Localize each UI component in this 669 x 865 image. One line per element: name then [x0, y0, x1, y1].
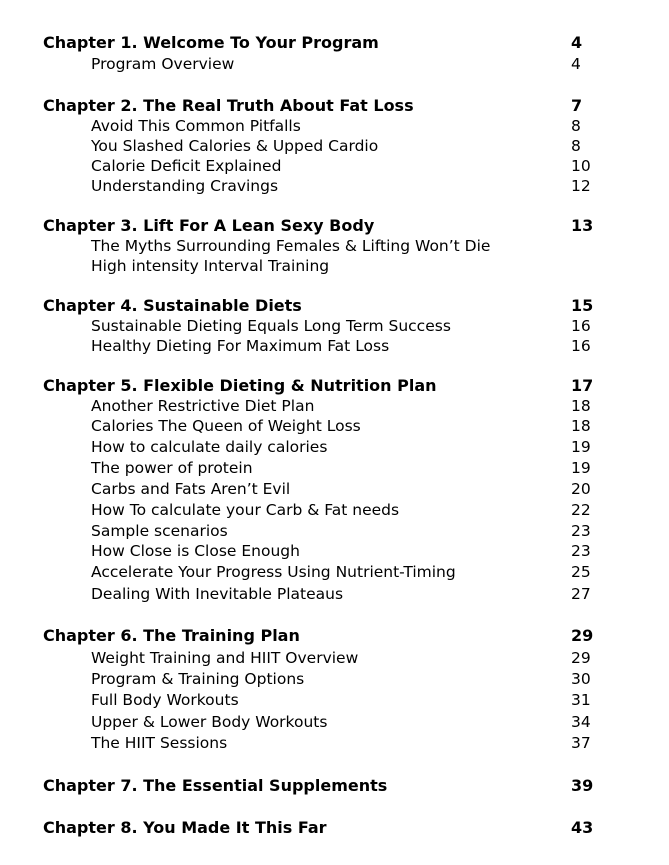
toc-entry-page: 23 [571, 522, 591, 540]
toc-entry-page: 29 [571, 649, 591, 667]
toc-entry-title: Chapter 4. Sustainable Diets [43, 296, 302, 315]
toc-entry-title: Chapter 7. The Essential Supplements [43, 776, 388, 795]
toc-section [0, 648, 669, 668]
toc-entry-page: 19 [571, 459, 591, 477]
toc-entry-title: Dealing With Inevitable Plateaus [91, 585, 344, 603]
toc-section [0, 176, 669, 196]
toc-entry-page: 18 [571, 397, 591, 415]
toc-entry-page: 27 [571, 585, 591, 603]
toc-chapter-4 [0, 296, 669, 316]
toc-entry-title: The power of protein [91, 459, 253, 477]
toc-section [0, 136, 669, 156]
toc-section [0, 256, 669, 276]
toc-chapter-8 [0, 818, 669, 838]
toc-section [0, 236, 669, 256]
toc-chapter-6 [0, 626, 669, 646]
toc-entry-page: 30 [571, 670, 591, 688]
toc-entry-title: Understanding Cravings [91, 177, 279, 195]
toc-entry-title: Full Body Workouts [91, 691, 239, 709]
toc-entry-title: Sustainable Dieting Equals Long Term Success [91, 317, 451, 335]
toc-entry-title: Chapter 1. Welcome To Your Program [43, 33, 379, 52]
toc-entry-title: Program & Training Options [91, 670, 305, 688]
toc-entry-page: 34 [571, 713, 591, 731]
toc-entry-page: 8 [571, 117, 581, 135]
toc-section [0, 541, 669, 561]
toc-entry-title: Program Overview [91, 55, 235, 73]
toc-entry-title: Chapter 3. Lift For A Lean Sexy Body [43, 216, 375, 235]
toc-entry-title: Avoid This Common Pitfalls [91, 117, 301, 135]
toc-section [0, 416, 669, 436]
toc-entry-title: Chapter 5. Flexible Dieting & Nutrition Plan [43, 376, 437, 395]
toc-entry-title: Carbs and Fats Aren’t Evil [91, 480, 291, 498]
toc-section [0, 500, 669, 520]
toc-section [0, 521, 669, 541]
toc-entry-title: How to calculate daily calories [91, 438, 328, 456]
toc-entry-title: Chapter 6. The Training Plan [43, 626, 300, 645]
toc-entry-title: The HIIT Sessions [91, 734, 228, 752]
toc-entry-title: How Close is Close Enough [91, 542, 300, 560]
toc-entry-page: 10 [571, 157, 591, 175]
toc-entry-page: 29 [571, 626, 594, 645]
toc-entry-page: 16 [571, 337, 591, 355]
toc-entry-title: High intensity Interval Training [91, 257, 330, 275]
toc-section [0, 396, 669, 416]
toc-entry-page: 43 [571, 818, 594, 837]
toc-section [0, 156, 669, 176]
toc-section [0, 562, 669, 582]
toc-entry-title: Chapter 2. The Real Truth About Fat Loss [43, 96, 414, 115]
toc-entry-page: 15 [571, 296, 594, 315]
toc-entry-page: 20 [571, 480, 591, 498]
toc-entry-title: Another Restrictive Diet Plan [91, 397, 315, 415]
toc-section [0, 116, 669, 136]
toc-entry-title: Calorie Deficit Explained [91, 157, 282, 175]
toc-entry-title: Accelerate Your Progress Using Nutrient-Timing [91, 563, 456, 581]
toc-entry-title: Upper & Lower Body Workouts [91, 713, 328, 731]
toc-entry-page: 7 [571, 96, 583, 115]
toc-entry-page: 4 [571, 33, 583, 52]
toc-entry-page: 4 [571, 55, 581, 73]
toc-chapter-2 [0, 96, 669, 116]
toc-entry-title: Healthy Dieting For Maximum Fat Loss [91, 337, 390, 355]
toc-entry-page: 22 [571, 501, 591, 519]
toc-entry-page: 16 [571, 317, 591, 335]
toc-entry-title: Weight Training and HIIT Overview [91, 649, 359, 667]
toc-section [0, 336, 669, 356]
toc-entry-title: How To calculate your Carb & Fat needs [91, 501, 400, 519]
toc-entry-page: 13 [571, 216, 594, 235]
toc-entry-page: 39 [571, 776, 594, 795]
toc-entry-page: 37 [571, 734, 591, 752]
toc-chapter-7 [0, 776, 669, 796]
toc-entry-title: Chapter 8. You Made It This Far [43, 818, 327, 837]
toc-entry-title: Calories The Queen of Weight Loss [91, 417, 361, 435]
toc-section [0, 733, 669, 753]
toc-entry-page: 23 [571, 542, 591, 560]
toc-chapter-3 [0, 216, 669, 236]
toc-section [0, 690, 669, 710]
toc-section [0, 458, 669, 478]
toc-entry-page: 18 [571, 417, 591, 435]
toc-chapter-1 [0, 33, 669, 53]
toc-section [0, 584, 669, 604]
toc-section [0, 712, 669, 732]
toc-entry-page: 25 [571, 563, 591, 581]
toc-entry-page: 31 [571, 691, 591, 709]
toc-entry-title: Sample scenarios [91, 522, 228, 540]
toc-entry-title: You Slashed Calories & Upped Cardio [91, 137, 379, 155]
toc-entry-page: 12 [571, 177, 591, 195]
toc-section [0, 54, 669, 74]
toc-section [0, 479, 669, 499]
toc-entry-page: 8 [571, 137, 581, 155]
toc-entry-page: 19 [571, 438, 591, 456]
toc-entry-page: 17 [571, 376, 594, 395]
toc-section [0, 669, 669, 689]
toc-chapter-5 [0, 376, 669, 396]
toc-entry-title: The Myths Surrounding Females & Lifting Won’t Die [91, 237, 491, 255]
toc-section [0, 437, 669, 457]
toc-section [0, 316, 669, 336]
